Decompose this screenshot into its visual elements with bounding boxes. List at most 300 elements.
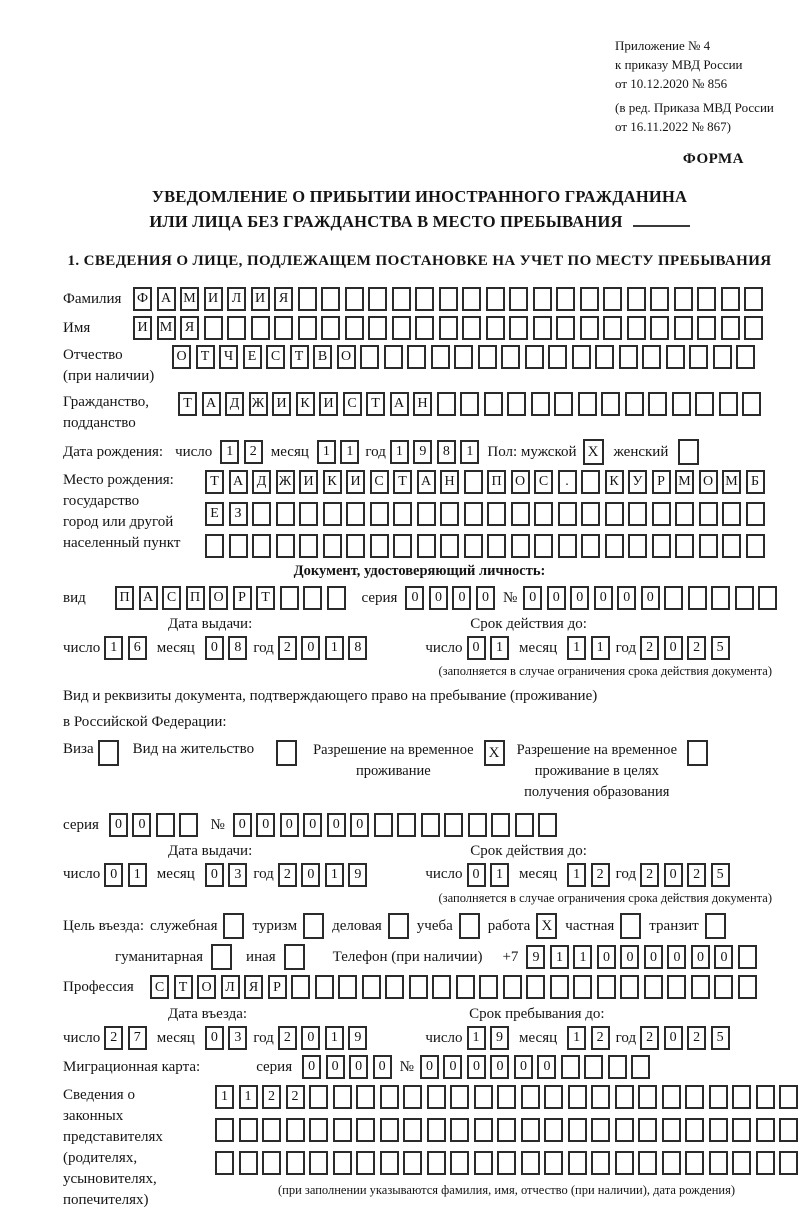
char-cell[interactable]: С — [343, 392, 362, 416]
char-cell[interactable]: О — [337, 345, 356, 369]
char-cell[interactable]: 0 — [514, 1055, 533, 1079]
char-cell[interactable]: 0 — [476, 586, 495, 610]
char-cell[interactable]: 1 — [325, 863, 344, 887]
char-cell[interactable] — [298, 316, 317, 340]
char-cell[interactable] — [584, 1055, 603, 1079]
sex-male-checkbox[interactable]: X — [583, 439, 604, 465]
char-cell[interactable] — [556, 287, 575, 311]
char-cell[interactable]: 1 — [467, 1026, 486, 1050]
char-cell[interactable] — [368, 287, 387, 311]
char-cell[interactable] — [491, 813, 510, 837]
char-cell[interactable] — [385, 975, 404, 999]
purpose-tourism-checkbox[interactable] — [303, 913, 324, 939]
temp-permit-checkbox[interactable]: X — [484, 740, 505, 766]
char-cell[interactable]: И — [251, 287, 270, 311]
char-cell[interactable]: 2 — [687, 636, 706, 660]
char-cell[interactable]: Е — [205, 502, 224, 526]
char-cell[interactable] — [699, 502, 718, 526]
char-cell[interactable] — [756, 1151, 775, 1175]
char-cell[interactable]: У — [628, 470, 647, 494]
char-cell[interactable] — [392, 316, 411, 340]
char-cell[interactable] — [299, 502, 318, 526]
char-cell[interactable]: 0 — [104, 863, 123, 887]
char-cell[interactable]: В — [313, 345, 332, 369]
char-cell[interactable]: К — [323, 470, 342, 494]
char-cell[interactable] — [685, 1085, 704, 1109]
char-cell[interactable] — [464, 470, 483, 494]
char-cell[interactable] — [370, 534, 389, 558]
char-cell[interactable]: 0 — [617, 586, 636, 610]
char-cell[interactable] — [521, 1118, 540, 1142]
purpose-private-checkbox[interactable] — [620, 913, 641, 939]
char-cell[interactable] — [309, 1118, 328, 1142]
char-cell[interactable] — [638, 1085, 657, 1109]
char-cell[interactable]: М — [157, 316, 176, 340]
char-cell[interactable] — [439, 316, 458, 340]
char-cell[interactable] — [652, 502, 671, 526]
char-cell[interactable] — [561, 1055, 580, 1079]
char-cell[interactable] — [239, 1151, 258, 1175]
char-cell[interactable] — [689, 345, 708, 369]
char-cell[interactable] — [333, 1085, 352, 1109]
char-cell[interactable] — [462, 316, 481, 340]
char-cell[interactable]: Е — [243, 345, 262, 369]
char-cell[interactable]: 0 — [327, 813, 346, 837]
char-cell[interactable] — [722, 502, 741, 526]
char-cell[interactable] — [558, 534, 577, 558]
char-cell[interactable] — [515, 813, 534, 837]
char-cell[interactable] — [403, 1118, 422, 1142]
purpose-business-checkbox[interactable] — [223, 913, 244, 939]
char-cell[interactable]: 0 — [420, 1055, 439, 1079]
char-cell[interactable] — [345, 287, 364, 311]
char-cell[interactable]: 0 — [302, 1055, 321, 1079]
char-cell[interactable] — [239, 1118, 258, 1142]
char-cell[interactable] — [672, 392, 691, 416]
char-cell[interactable]: 1 — [340, 440, 359, 464]
char-cell[interactable]: Р — [268, 975, 287, 999]
char-cell[interactable] — [511, 502, 530, 526]
char-cell[interactable]: 2 — [278, 1026, 297, 1050]
char-cell[interactable]: 1 — [567, 636, 586, 660]
char-cell[interactable]: 0 — [109, 813, 128, 837]
char-cell[interactable]: 1 — [567, 863, 586, 887]
char-cell[interactable] — [605, 534, 624, 558]
char-cell[interactable] — [450, 1151, 469, 1175]
char-cell[interactable] — [744, 287, 763, 311]
char-cell[interactable] — [393, 534, 412, 558]
char-cell[interactable]: С — [534, 470, 553, 494]
purpose-study-checkbox[interactable] — [459, 913, 480, 939]
char-cell[interactable]: И — [133, 316, 152, 340]
char-cell[interactable] — [346, 534, 365, 558]
char-cell[interactable] — [709, 1085, 728, 1109]
char-cell[interactable] — [450, 1085, 469, 1109]
char-cell[interactable] — [615, 1118, 634, 1142]
char-cell[interactable]: Л — [221, 975, 240, 999]
char-cell[interactable] — [685, 1151, 704, 1175]
char-cell[interactable] — [525, 345, 544, 369]
char-cell[interactable]: 2 — [640, 1026, 659, 1050]
char-cell[interactable] — [427, 1151, 446, 1175]
char-cell[interactable]: 1 — [550, 945, 569, 969]
char-cell[interactable] — [722, 534, 741, 558]
char-cell[interactable]: С — [150, 975, 169, 999]
char-cell[interactable] — [556, 316, 575, 340]
char-cell[interactable]: 8 — [348, 636, 367, 660]
char-cell[interactable]: 0 — [490, 1055, 509, 1079]
char-cell[interactable]: И — [299, 470, 318, 494]
char-cell[interactable] — [415, 316, 434, 340]
char-cell[interactable] — [280, 586, 299, 610]
char-cell[interactable] — [779, 1118, 798, 1142]
char-cell[interactable]: 0 — [233, 813, 252, 837]
char-cell[interactable]: 0 — [537, 1055, 556, 1079]
char-cell[interactable] — [721, 287, 740, 311]
char-cell[interactable]: 3 — [228, 863, 247, 887]
char-cell[interactable]: 0 — [280, 813, 299, 837]
char-cell[interactable] — [662, 1085, 681, 1109]
char-cell[interactable]: 0 — [443, 1055, 462, 1079]
char-cell[interactable] — [179, 813, 198, 837]
char-cell[interactable] — [370, 502, 389, 526]
char-cell[interactable]: 0 — [547, 586, 566, 610]
char-cell[interactable] — [486, 287, 505, 311]
char-cell[interactable] — [323, 534, 342, 558]
char-cell[interactable] — [736, 345, 755, 369]
char-cell[interactable]: Н — [440, 470, 459, 494]
char-cell[interactable] — [605, 502, 624, 526]
char-cell[interactable] — [432, 975, 451, 999]
char-cell[interactable] — [650, 287, 669, 311]
char-cell[interactable] — [746, 534, 765, 558]
char-cell[interactable] — [644, 975, 663, 999]
char-cell[interactable] — [667, 975, 686, 999]
char-cell[interactable] — [356, 1118, 375, 1142]
char-cell[interactable]: 1 — [220, 440, 239, 464]
visa-checkbox[interactable] — [98, 740, 119, 766]
char-cell[interactable] — [521, 1085, 540, 1109]
char-cell[interactable] — [274, 316, 293, 340]
char-cell[interactable] — [620, 975, 639, 999]
char-cell[interactable] — [303, 586, 322, 610]
char-cell[interactable] — [595, 345, 614, 369]
purpose-transit-checkbox[interactable] — [705, 913, 726, 939]
char-cell[interactable] — [533, 287, 552, 311]
char-cell[interactable] — [356, 1151, 375, 1175]
char-cell[interactable]: 0 — [303, 813, 322, 837]
char-cell[interactable] — [327, 586, 346, 610]
char-cell[interactable]: 0 — [429, 586, 448, 610]
char-cell[interactable]: 2 — [640, 636, 659, 660]
char-cell[interactable]: 0 — [405, 586, 424, 610]
purpose-humanitarian-checkbox[interactable] — [211, 944, 232, 970]
char-cell[interactable] — [758, 586, 777, 610]
char-cell[interactable] — [503, 975, 522, 999]
char-cell[interactable] — [501, 345, 520, 369]
char-cell[interactable]: М — [675, 470, 694, 494]
char-cell[interactable]: 9 — [413, 440, 432, 464]
char-cell[interactable] — [691, 975, 710, 999]
char-cell[interactable] — [497, 1151, 516, 1175]
char-cell[interactable] — [417, 534, 436, 558]
char-cell[interactable] — [487, 502, 506, 526]
char-cell[interactable] — [407, 345, 426, 369]
char-cell[interactable] — [631, 1055, 650, 1079]
char-cell[interactable]: Т — [205, 470, 224, 494]
char-cell[interactable]: Я — [180, 316, 199, 340]
char-cell[interactable]: А — [390, 392, 409, 416]
char-cell[interactable]: 0 — [205, 636, 224, 660]
char-cell[interactable] — [580, 287, 599, 311]
char-cell[interactable] — [474, 1151, 493, 1175]
char-cell[interactable] — [568, 1151, 587, 1175]
char-cell[interactable]: 0 — [620, 945, 639, 969]
char-cell[interactable] — [511, 534, 530, 558]
char-cell[interactable]: О — [209, 586, 228, 610]
char-cell[interactable]: 0 — [301, 1026, 320, 1050]
char-cell[interactable] — [581, 502, 600, 526]
char-cell[interactable] — [286, 1151, 305, 1175]
char-cell[interactable] — [628, 534, 647, 558]
char-cell[interactable]: Д — [252, 470, 271, 494]
char-cell[interactable] — [380, 1118, 399, 1142]
char-cell[interactable] — [591, 1151, 610, 1175]
char-cell[interactable] — [638, 1151, 657, 1175]
char-cell[interactable]: 1 — [490, 636, 509, 660]
char-cell[interactable] — [608, 1055, 627, 1079]
char-cell[interactable]: И — [346, 470, 365, 494]
char-cell[interactable] — [474, 1118, 493, 1142]
char-cell[interactable] — [323, 502, 342, 526]
char-cell[interactable]: 0 — [467, 863, 486, 887]
char-cell[interactable] — [321, 316, 340, 340]
char-cell[interactable] — [509, 287, 528, 311]
char-cell[interactable] — [550, 975, 569, 999]
char-cell[interactable] — [533, 316, 552, 340]
char-cell[interactable] — [262, 1118, 281, 1142]
edu-permit-checkbox[interactable] — [687, 740, 708, 766]
char-cell[interactable]: Т — [366, 392, 385, 416]
char-cell[interactable] — [714, 975, 733, 999]
char-cell[interactable]: И — [319, 392, 338, 416]
char-cell[interactable]: А — [202, 392, 221, 416]
char-cell[interactable] — [650, 316, 669, 340]
char-cell[interactable] — [675, 534, 694, 558]
char-cell[interactable]: Ф — [133, 287, 152, 311]
char-cell[interactable] — [392, 287, 411, 311]
char-cell[interactable]: И — [272, 392, 291, 416]
char-cell[interactable]: 1 — [390, 440, 409, 464]
char-cell[interactable]: 0 — [205, 1026, 224, 1050]
char-cell[interactable] — [732, 1118, 751, 1142]
char-cell[interactable]: 0 — [301, 636, 320, 660]
char-cell[interactable] — [625, 392, 644, 416]
char-cell[interactable]: 9 — [526, 945, 545, 969]
char-cell[interactable]: 0 — [597, 945, 616, 969]
char-cell[interactable]: 2 — [687, 1026, 706, 1050]
char-cell[interactable] — [756, 1118, 775, 1142]
char-cell[interactable]: 2 — [262, 1085, 281, 1109]
char-cell[interactable]: О — [511, 470, 530, 494]
char-cell[interactable] — [215, 1151, 234, 1175]
char-cell[interactable] — [648, 392, 667, 416]
char-cell[interactable]: 1 — [573, 945, 592, 969]
char-cell[interactable]: 9 — [348, 863, 367, 887]
char-cell[interactable]: С — [370, 470, 389, 494]
char-cell[interactable] — [360, 345, 379, 369]
char-cell[interactable]: 2 — [278, 863, 297, 887]
char-cell[interactable]: Б — [746, 470, 765, 494]
char-cell[interactable]: 2 — [286, 1085, 305, 1109]
char-cell[interactable]: Ж — [249, 392, 268, 416]
char-cell[interactable] — [431, 345, 450, 369]
char-cell[interactable]: М — [180, 287, 199, 311]
char-cell[interactable] — [578, 392, 597, 416]
char-cell[interactable]: 5 — [711, 1026, 730, 1050]
char-cell[interactable] — [615, 1151, 634, 1175]
char-cell[interactable] — [374, 813, 393, 837]
char-cell[interactable] — [229, 534, 248, 558]
char-cell[interactable] — [638, 1118, 657, 1142]
char-cell[interactable]: С — [162, 586, 181, 610]
char-cell[interactable] — [380, 1151, 399, 1175]
char-cell[interactable] — [664, 586, 683, 610]
char-cell[interactable] — [251, 316, 270, 340]
char-cell[interactable] — [697, 287, 716, 311]
char-cell[interactable]: 1 — [215, 1085, 234, 1109]
char-cell[interactable]: 5 — [711, 863, 730, 887]
char-cell[interactable]: П — [186, 586, 205, 610]
char-cell[interactable] — [456, 975, 475, 999]
char-cell[interactable] — [713, 345, 732, 369]
char-cell[interactable] — [756, 1085, 775, 1109]
char-cell[interactable]: 0 — [205, 863, 224, 887]
char-cell[interactable]: 6 — [128, 636, 147, 660]
char-cell[interactable] — [315, 975, 334, 999]
char-cell[interactable]: И — [204, 287, 223, 311]
char-cell[interactable]: З — [229, 502, 248, 526]
char-cell[interactable] — [415, 287, 434, 311]
char-cell[interactable] — [662, 1118, 681, 1142]
char-cell[interactable] — [628, 502, 647, 526]
char-cell[interactable] — [544, 1151, 563, 1175]
char-cell[interactable]: Т — [393, 470, 412, 494]
char-cell[interactable] — [709, 1118, 728, 1142]
char-cell[interactable] — [509, 316, 528, 340]
char-cell[interactable]: 0 — [691, 945, 710, 969]
char-cell[interactable]: 0 — [570, 586, 589, 610]
char-cell[interactable] — [662, 1151, 681, 1175]
char-cell[interactable]: М — [722, 470, 741, 494]
char-cell[interactable] — [309, 1085, 328, 1109]
char-cell[interactable]: 0 — [467, 636, 486, 660]
char-cell[interactable] — [619, 345, 638, 369]
char-cell[interactable]: 0 — [256, 813, 275, 837]
char-cell[interactable]: А — [229, 470, 248, 494]
char-cell[interactable] — [709, 1151, 728, 1175]
char-cell[interactable]: 0 — [467, 1055, 486, 1079]
char-cell[interactable] — [397, 813, 416, 837]
char-cell[interactable]: 0 — [714, 945, 733, 969]
char-cell[interactable] — [421, 813, 440, 837]
char-cell[interactable] — [464, 534, 483, 558]
char-cell[interactable] — [674, 287, 693, 311]
char-cell[interactable]: 5 — [711, 636, 730, 660]
char-cell[interactable] — [333, 1118, 352, 1142]
char-cell[interactable] — [460, 392, 479, 416]
char-cell[interactable]: . — [558, 470, 577, 494]
char-cell[interactable] — [573, 975, 592, 999]
char-cell[interactable] — [580, 316, 599, 340]
char-cell[interactable]: 2 — [687, 863, 706, 887]
char-cell[interactable]: 9 — [490, 1026, 509, 1050]
char-cell[interactable] — [478, 345, 497, 369]
char-cell[interactable] — [403, 1151, 422, 1175]
char-cell[interactable] — [299, 534, 318, 558]
char-cell[interactable] — [252, 534, 271, 558]
char-cell[interactable] — [507, 392, 526, 416]
char-cell[interactable] — [558, 502, 577, 526]
char-cell[interactable] — [309, 1151, 328, 1175]
char-cell[interactable]: 8 — [228, 636, 247, 660]
char-cell[interactable] — [362, 975, 381, 999]
char-cell[interactable] — [338, 975, 357, 999]
char-cell[interactable] — [286, 1118, 305, 1142]
char-cell[interactable]: 2 — [278, 636, 297, 660]
char-cell[interactable] — [544, 1118, 563, 1142]
char-cell[interactable] — [384, 345, 403, 369]
char-cell[interactable]: 1 — [325, 1026, 344, 1050]
char-cell[interactable] — [591, 1085, 610, 1109]
char-cell[interactable]: Ч — [219, 345, 238, 369]
char-cell[interactable]: 1 — [325, 636, 344, 660]
char-cell[interactable] — [699, 534, 718, 558]
char-cell[interactable] — [356, 1085, 375, 1109]
char-cell[interactable]: 0 — [373, 1055, 392, 1079]
char-cell[interactable]: 9 — [348, 1026, 367, 1050]
char-cell[interactable]: 1 — [317, 440, 336, 464]
char-cell[interactable]: 1 — [591, 636, 610, 660]
char-cell[interactable] — [697, 316, 716, 340]
char-cell[interactable]: 2 — [591, 863, 610, 887]
char-cell[interactable] — [719, 392, 738, 416]
char-cell[interactable] — [779, 1151, 798, 1175]
char-cell[interactable]: Т — [196, 345, 215, 369]
char-cell[interactable] — [439, 287, 458, 311]
char-cell[interactable]: О — [197, 975, 216, 999]
char-cell[interactable]: 0 — [132, 813, 151, 837]
char-cell[interactable] — [744, 316, 763, 340]
char-cell[interactable]: Т — [256, 586, 275, 610]
char-cell[interactable] — [544, 1085, 563, 1109]
char-cell[interactable] — [738, 945, 757, 969]
char-cell[interactable] — [615, 1085, 634, 1109]
char-cell[interactable]: 0 — [350, 813, 369, 837]
char-cell[interactable] — [711, 586, 730, 610]
char-cell[interactable]: Т — [174, 975, 193, 999]
char-cell[interactable] — [427, 1085, 446, 1109]
char-cell[interactable]: П — [487, 470, 506, 494]
char-cell[interactable] — [321, 287, 340, 311]
char-cell[interactable]: П — [115, 586, 134, 610]
char-cell[interactable] — [440, 502, 459, 526]
char-cell[interactable] — [403, 1085, 422, 1109]
char-cell[interactable] — [675, 502, 694, 526]
char-cell[interactable] — [568, 1085, 587, 1109]
char-cell[interactable] — [538, 813, 557, 837]
char-cell[interactable]: 0 — [664, 636, 683, 660]
